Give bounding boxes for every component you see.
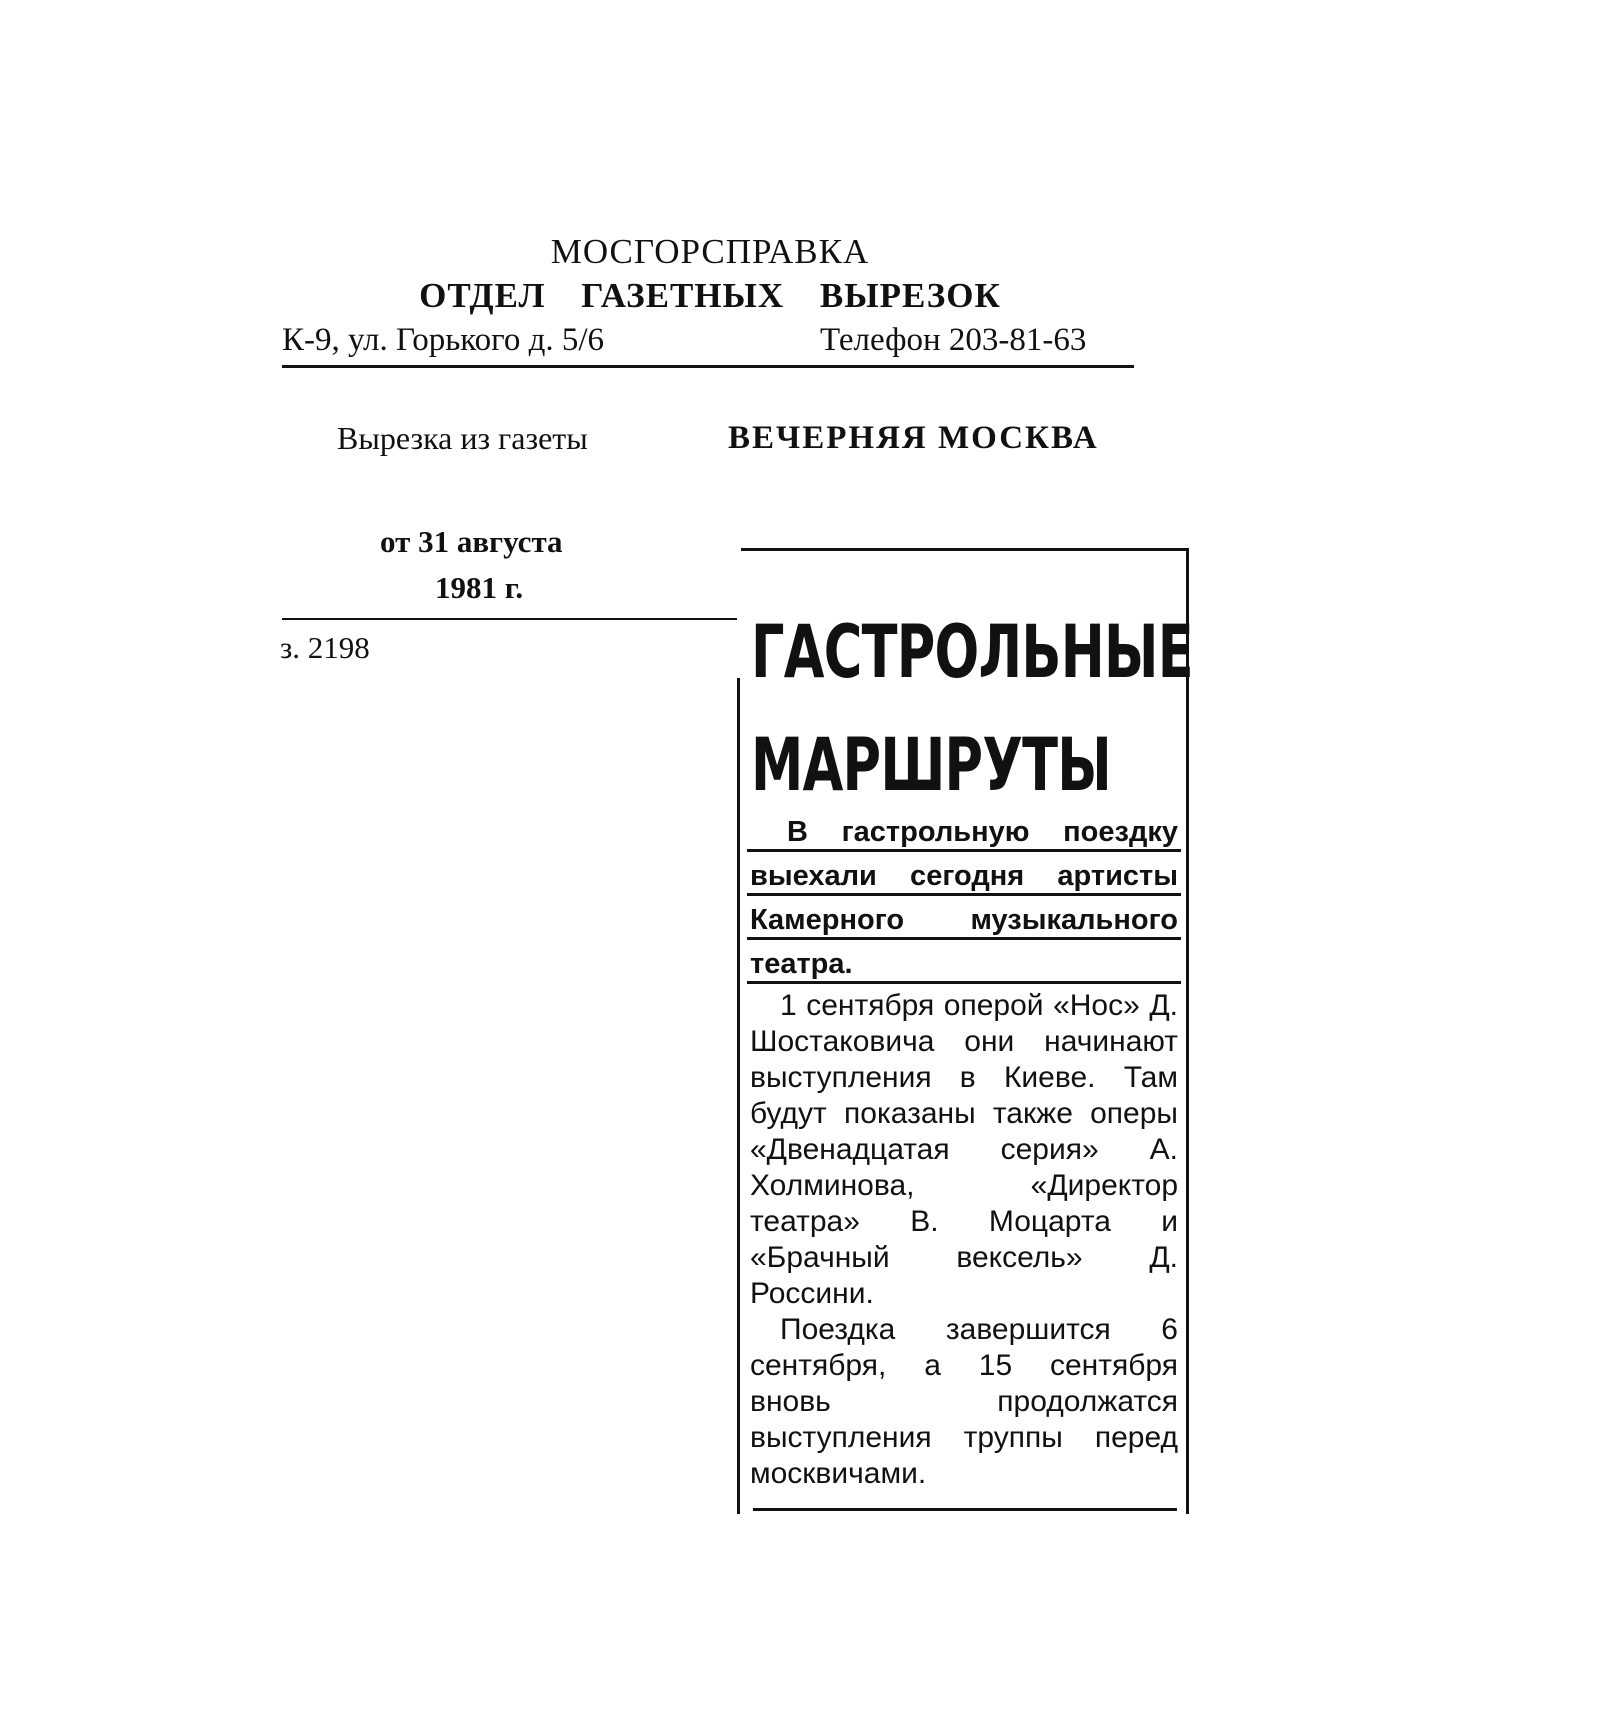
- department-name: ОТДЕЛ ГАЗЕТНЫХ ВЫРЕЗОК: [419, 276, 1001, 315]
- address: К-9, ул. Горького д. 5/6: [282, 322, 605, 358]
- headline-line-1: ГАСТРОЛЬНЫЕ: [751, 610, 1193, 695]
- order-number: з. 2198: [280, 630, 370, 665]
- clipping-left-border: [737, 678, 740, 1514]
- article-lead: В гастрольную поездку выехали сегодня артисты Камерного музыкального театра.: [750, 816, 1178, 980]
- clipping-top-border: [741, 548, 1189, 551]
- newspaper-clipping: [737, 548, 1193, 1514]
- clipping-year: 1981 г.: [435, 570, 524, 605]
- organization-name: МОСГОРСПРАВКА: [550, 232, 870, 271]
- letterhead-divider: [282, 365, 1134, 368]
- clipping-label: Вырезка из газеты: [337, 420, 588, 456]
- newspaper-name: ВЕЧЕРНЯЯ МОСКВА: [728, 420, 1099, 456]
- clipping-bottom-border: [753, 1508, 1177, 1511]
- headline-line-2: МАРШРУТЫ: [751, 723, 1112, 808]
- date-divider: [282, 618, 737, 620]
- clipping-date: от 31 августа: [380, 524, 563, 559]
- phone-number: Телефон 203-81-63: [820, 322, 1087, 358]
- article-paragraph: Поездка завершится 6 сентября, а 15 сентября вновь продолжатся выступления труппы перед москвичами.: [750, 1313, 1178, 1490]
- article-headline: [751, 596, 1193, 822]
- article-paragraph: 1 сентября оперой «Нос» Д. Шостаковича они начинают выступления в Киеве. Там будут показаны также оперы «Двенадцатая серия» А. Холминова, «Директор театра» В. Моцарта и «Брачный вексель» Д. Россини.: [750, 989, 1178, 1310]
- article-body: [750, 988, 1178, 1492]
